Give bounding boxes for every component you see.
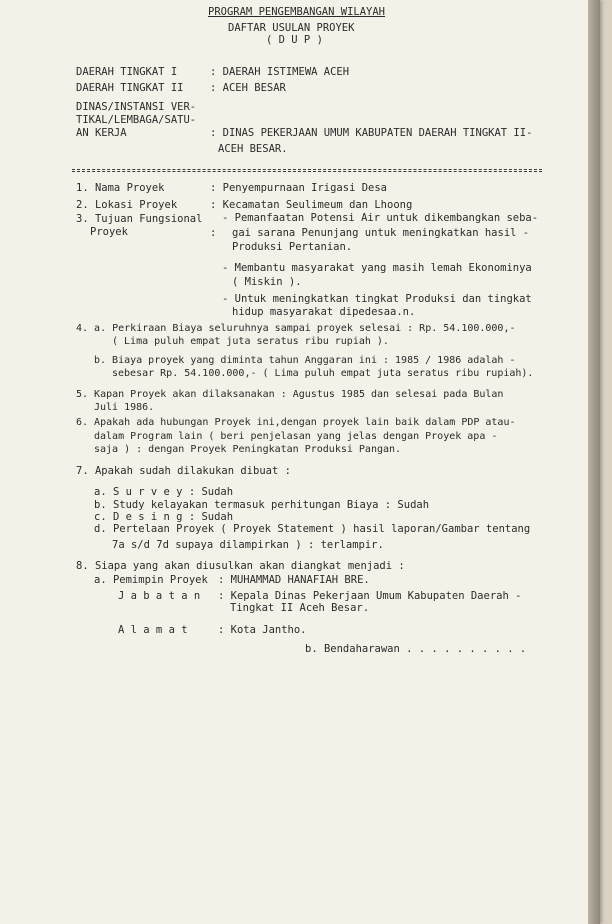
tingkat1-value: : DAERAH ISTIMEWA ACEH bbox=[210, 66, 350, 78]
separator-line bbox=[72, 169, 542, 170]
item1-value: : Penyempurnaan Irigasi Desa bbox=[210, 182, 388, 194]
item8-heading: 8. Siapa yang akan diusulkan akan diangkat menjadi : bbox=[76, 560, 405, 572]
item2-label: 2. Lokasi Proyek bbox=[76, 199, 178, 211]
alamat-label: A l a m a t bbox=[118, 624, 188, 636]
item7d-line2: 7a s/d 7d supaya dilampirkan ) : terlampir. bbox=[112, 539, 384, 551]
item3-label-line2: Proyek bbox=[90, 226, 128, 238]
dinas-value-line2: ACEH BESAR. bbox=[218, 143, 288, 155]
item7a: a. S u r v e y : Sudah bbox=[94, 486, 234, 498]
document-code: ( D U P ) bbox=[266, 34, 323, 46]
item7c: c. D e s i n g : Sudah bbox=[94, 511, 234, 523]
item3-point-b-line2: ( Miskin ). bbox=[232, 276, 302, 288]
item7b: b. Study kelayakan termasuk perhitungan Biaya : Sudah bbox=[94, 499, 430, 511]
separator-line bbox=[72, 171, 542, 172]
item4b-line2: sebesar Rp. 54.100.000,- ( Lima puluh empat juta seratus ribu rupiah). bbox=[112, 368, 534, 379]
page-edge-shadow bbox=[588, 0, 600, 924]
tingkat1-label: DAERAH TINGKAT I bbox=[76, 66, 178, 78]
tingkat2-label: DAERAH TINGKAT II bbox=[76, 82, 184, 94]
item6-line1: 6. Apakah ada hubungan Proyek ini,dengan proyek lain baik dalam PDP atau- bbox=[76, 417, 516, 428]
item3-point-c-line1: - Untuk meningkatkan tingkat Produksi dan tingkat bbox=[222, 293, 532, 305]
bendaharawan-line: b. Bendaharawan . . . . . . . . . . bbox=[305, 643, 527, 655]
item3-colon: : bbox=[210, 227, 217, 239]
dinas-value-line1: : DINAS PEKERJAAN UMUM KABUPATEN DAERAH TINGKAT II- bbox=[210, 127, 533, 139]
item6-line3: saja ) : dengan Proyek Peningkatan Produksi Pangan. bbox=[94, 444, 402, 455]
item1-label: 1. Nama Proyek bbox=[76, 182, 165, 194]
item5-line1: 5. Kapan Proyek akan dilaksanakan : Agustus 1985 dan selesai pada Bulan bbox=[76, 389, 504, 400]
item3-label-line1: 3. Tujuan Fungsional bbox=[76, 213, 203, 225]
item2-value: : Kecamatan Seulimeum dan Lhoong bbox=[210, 199, 413, 211]
dinas-label-line3: AN KERJA bbox=[76, 127, 127, 139]
program-title: PROGRAM PENGEMBANGAN WILAYAH bbox=[208, 6, 386, 18]
jabatan-value-line2: Tingkat II Aceh Besar. bbox=[230, 602, 370, 614]
item4a-line1: 4. a. Perkiraan Biaya seluruhnya sampai proyek selesai : Rp. 54.100.000,- bbox=[76, 323, 516, 334]
dinas-label-line1: DINAS/INSTANSI VER- bbox=[76, 101, 197, 113]
item7-heading: 7. Apakah sudah dilakukan dibuat : bbox=[76, 465, 291, 477]
item7d-line1: d. Pertelaan Proyek ( Proyek Statement ) hasil laporan/Gambar tentang bbox=[94, 523, 531, 535]
jabatan-value-line1: : Kepala Dinas Pekerjaan Umum Kabupaten Daerah - bbox=[218, 590, 522, 602]
item8a-label: a. Pemimpin Proyek bbox=[94, 574, 208, 586]
item5-line2: Juli 1986. bbox=[94, 402, 155, 413]
document-title: DAFTAR USULAN PROYEK bbox=[228, 22, 355, 34]
item3-point-a-line2: gai sarana Penunjang untuk meningkatkan hasil - bbox=[232, 227, 530, 239]
dinas-label-line2: TIKAL/LEMBAGA/SATU- bbox=[76, 114, 197, 126]
jabatan-label: J a b a t a n bbox=[118, 590, 201, 602]
tingkat2-value: : ACEH BESAR bbox=[210, 82, 286, 94]
item3-point-a-line1: - Pemanfaatan Potensi Air untuk dikembangkan seba- bbox=[222, 212, 539, 224]
item4a-line2: ( Lima puluh empat juta seratus ribu rupiah ). bbox=[112, 336, 389, 347]
item6-line2: dalam Program lain ( beri penjelasan yang jelas dengan Proyek apa - bbox=[94, 431, 498, 442]
item3-point-b-line1: - Membantu masyarakat yang masih lemah Ekonominya bbox=[222, 262, 532, 274]
item3-point-c-line2: hidup masyarakat dipedesaa.n. bbox=[232, 306, 416, 318]
item8a-value: : MUHAMMAD HANAFIAH BRE. bbox=[218, 574, 370, 586]
alamat-value: : Kota Jantho. bbox=[218, 624, 307, 636]
item3-point-a-line3: Produksi Pertanian. bbox=[232, 241, 353, 253]
item4b-line1: b. Biaya proyek yang diminta tahun Anggaran ini : 1985 / 1986 adalah - bbox=[94, 355, 516, 366]
